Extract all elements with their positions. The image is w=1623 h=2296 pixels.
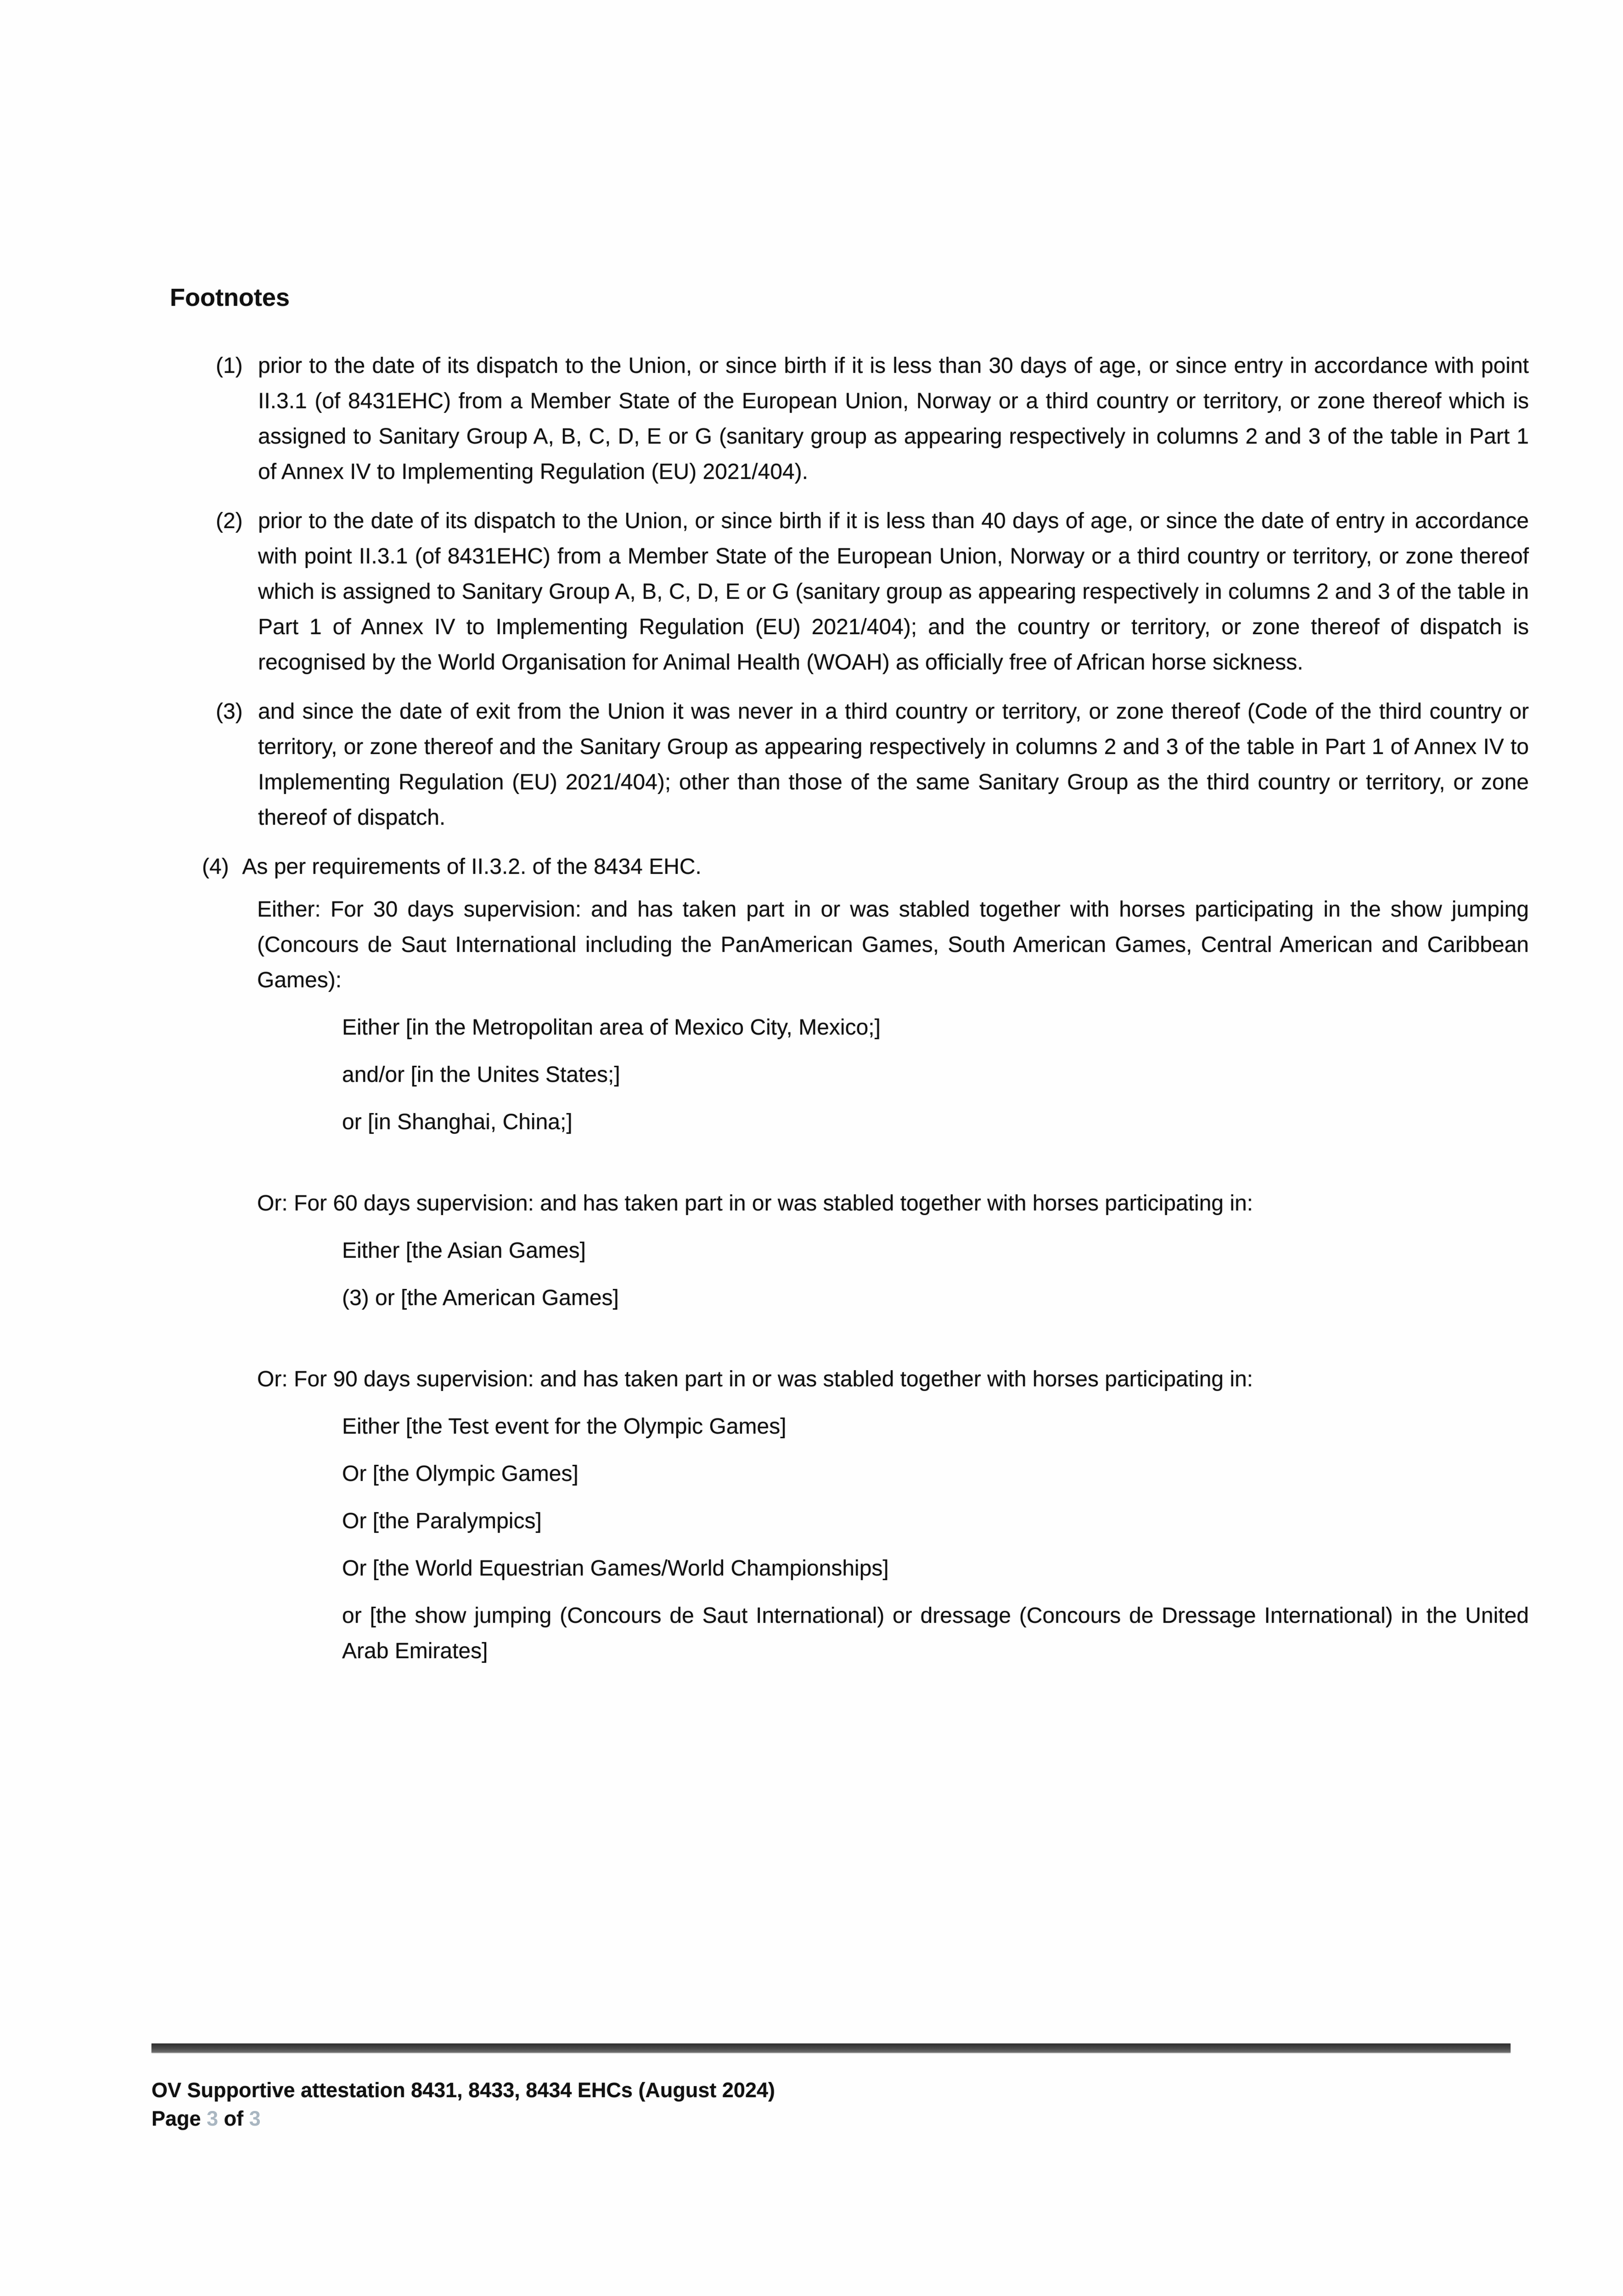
supervision-60-option-2: (3) or [the American Games]	[342, 1286, 619, 1310]
supervision-30-option-3: or [in Shanghai, China;]	[342, 1110, 573, 1134]
footer-page-total: 3	[249, 2107, 261, 2130]
supervision-block-60-days	[257, 1186, 1529, 1316]
supervision-60-option-1: Either [the Asian Games]	[342, 1238, 586, 1263]
footnote-2-marker: (2)	[216, 509, 243, 533]
page-title: Footnotes	[170, 284, 290, 312]
footnote-4	[202, 849, 1529, 884]
footnote-3-marker: (3)	[216, 699, 243, 724]
footnote-2-text: prior to the date of its dispatch to the Union, or since birth if it is less than 40 days of age, or since the date of entry in accordance with point II.3.1 (of 8431EHC) from a Member State of the European Union, Norway or a third country or territory, or zone thereof which is assigned to Sanitary Group A, B, C, D, E or G (sanitary group as appearing respectively in columns 2 and 3 of the table in Part 1 of Annex IV to Implementing Regulation (EU) 2021/404); and the country or territory, or zone thereof of dispatch is recognised by the World Organisation for Animal Health (WOAH) as officially free of African horse sickness.	[258, 509, 1529, 675]
supervision-block-90-days	[257, 1362, 1529, 1669]
footnote-1-text: prior to the date of its dispatch to the Union, or since birth if it is less than 30 days of age, or since entry in accordance with point II.3.1 (of 8431EHC) from a Member State of the European Union, Norway or a third country or territory, or zone thereof which is assigned to Sanitary Group A, B, C, D, E or G (sanitary group as appearing respectively in columns 2 and 3 of the table in Part 1 of Annex IV to Implementing Regulation (EU) 2021/404).	[258, 354, 1529, 484]
footnote-4-text: As per requirements of II.3.2. of the 8434 EHC.	[242, 855, 702, 879]
supervision-30-option-1: Either [in the Metropolitan area of Mexico City, Mexico;]	[342, 1015, 881, 1040]
footer-page-number: 3	[207, 2107, 219, 2130]
footer-document-title: OV Supportive attestation 8431, 8433, 8434 EHCs (August 2024)	[152, 2078, 775, 2102]
supervision-30-option-2: and/or [in the Unites States;]	[342, 1063, 620, 1087]
supervision-90-option-3: Or [the Paralympics]	[342, 1509, 542, 1533]
footer-page-indicator	[152, 2105, 261, 2132]
footnote-1	[216, 348, 1529, 490]
footer-page-label: Page	[152, 2107, 201, 2130]
supervision-90-intro: Or: For 90 days supervision: and has taken part in or was stabled together with horses participating in:	[257, 1367, 1253, 1391]
footnote-2	[216, 503, 1529, 680]
supervision-block-30-days	[257, 892, 1529, 1140]
supervision-90-option-5: or [the show jumping (Concours de Saut International) or dressage (Concours de Dressage International) in the United Arab Emirates]	[342, 1604, 1529, 1663]
footnote-1-marker: (1)	[216, 354, 243, 378]
footer-of-label: of	[224, 2107, 244, 2130]
footnote-4-marker: (4)	[202, 855, 229, 879]
footer-divider-rule	[152, 2043, 1511, 2053]
supervision-60-intro: Or: For 60 days supervision: and has taken part in or was stabled together with horses participating in:	[257, 1191, 1253, 1216]
footnote-3-text: and since the date of exit from the Union it was never in a third country or territory, or zone thereof (Code of the third country or territory, or zone thereof and the Sanitary Group as appearing respectively in columns 2 and 3 of the table in Part 1 of Annex IV to Implementing Regulation (EU) 2021/404); other than those of the same Sanitary Group as the third country or territory, or zone thereof of dispatch.	[258, 699, 1529, 830]
footnote-3	[216, 694, 1529, 835]
footnotes-section	[0, 348, 1623, 1669]
supervision-30-intro: Either: For 30 days supervision: and has taken part in or was stabled together with horses participating in the show jumping (Concours de Saut International including the PanAmerican Games, South American Games, Central American and Caribbean Games):	[257, 897, 1529, 992]
supervision-90-option-1: Either [the Test event for the Olympic Games]	[342, 1414, 786, 1439]
supervision-90-option-2: Or [the Olympic Games]	[342, 1462, 578, 1486]
supervision-90-option-4: Or [the World Equestrian Games/World Championships]	[342, 1556, 889, 1581]
